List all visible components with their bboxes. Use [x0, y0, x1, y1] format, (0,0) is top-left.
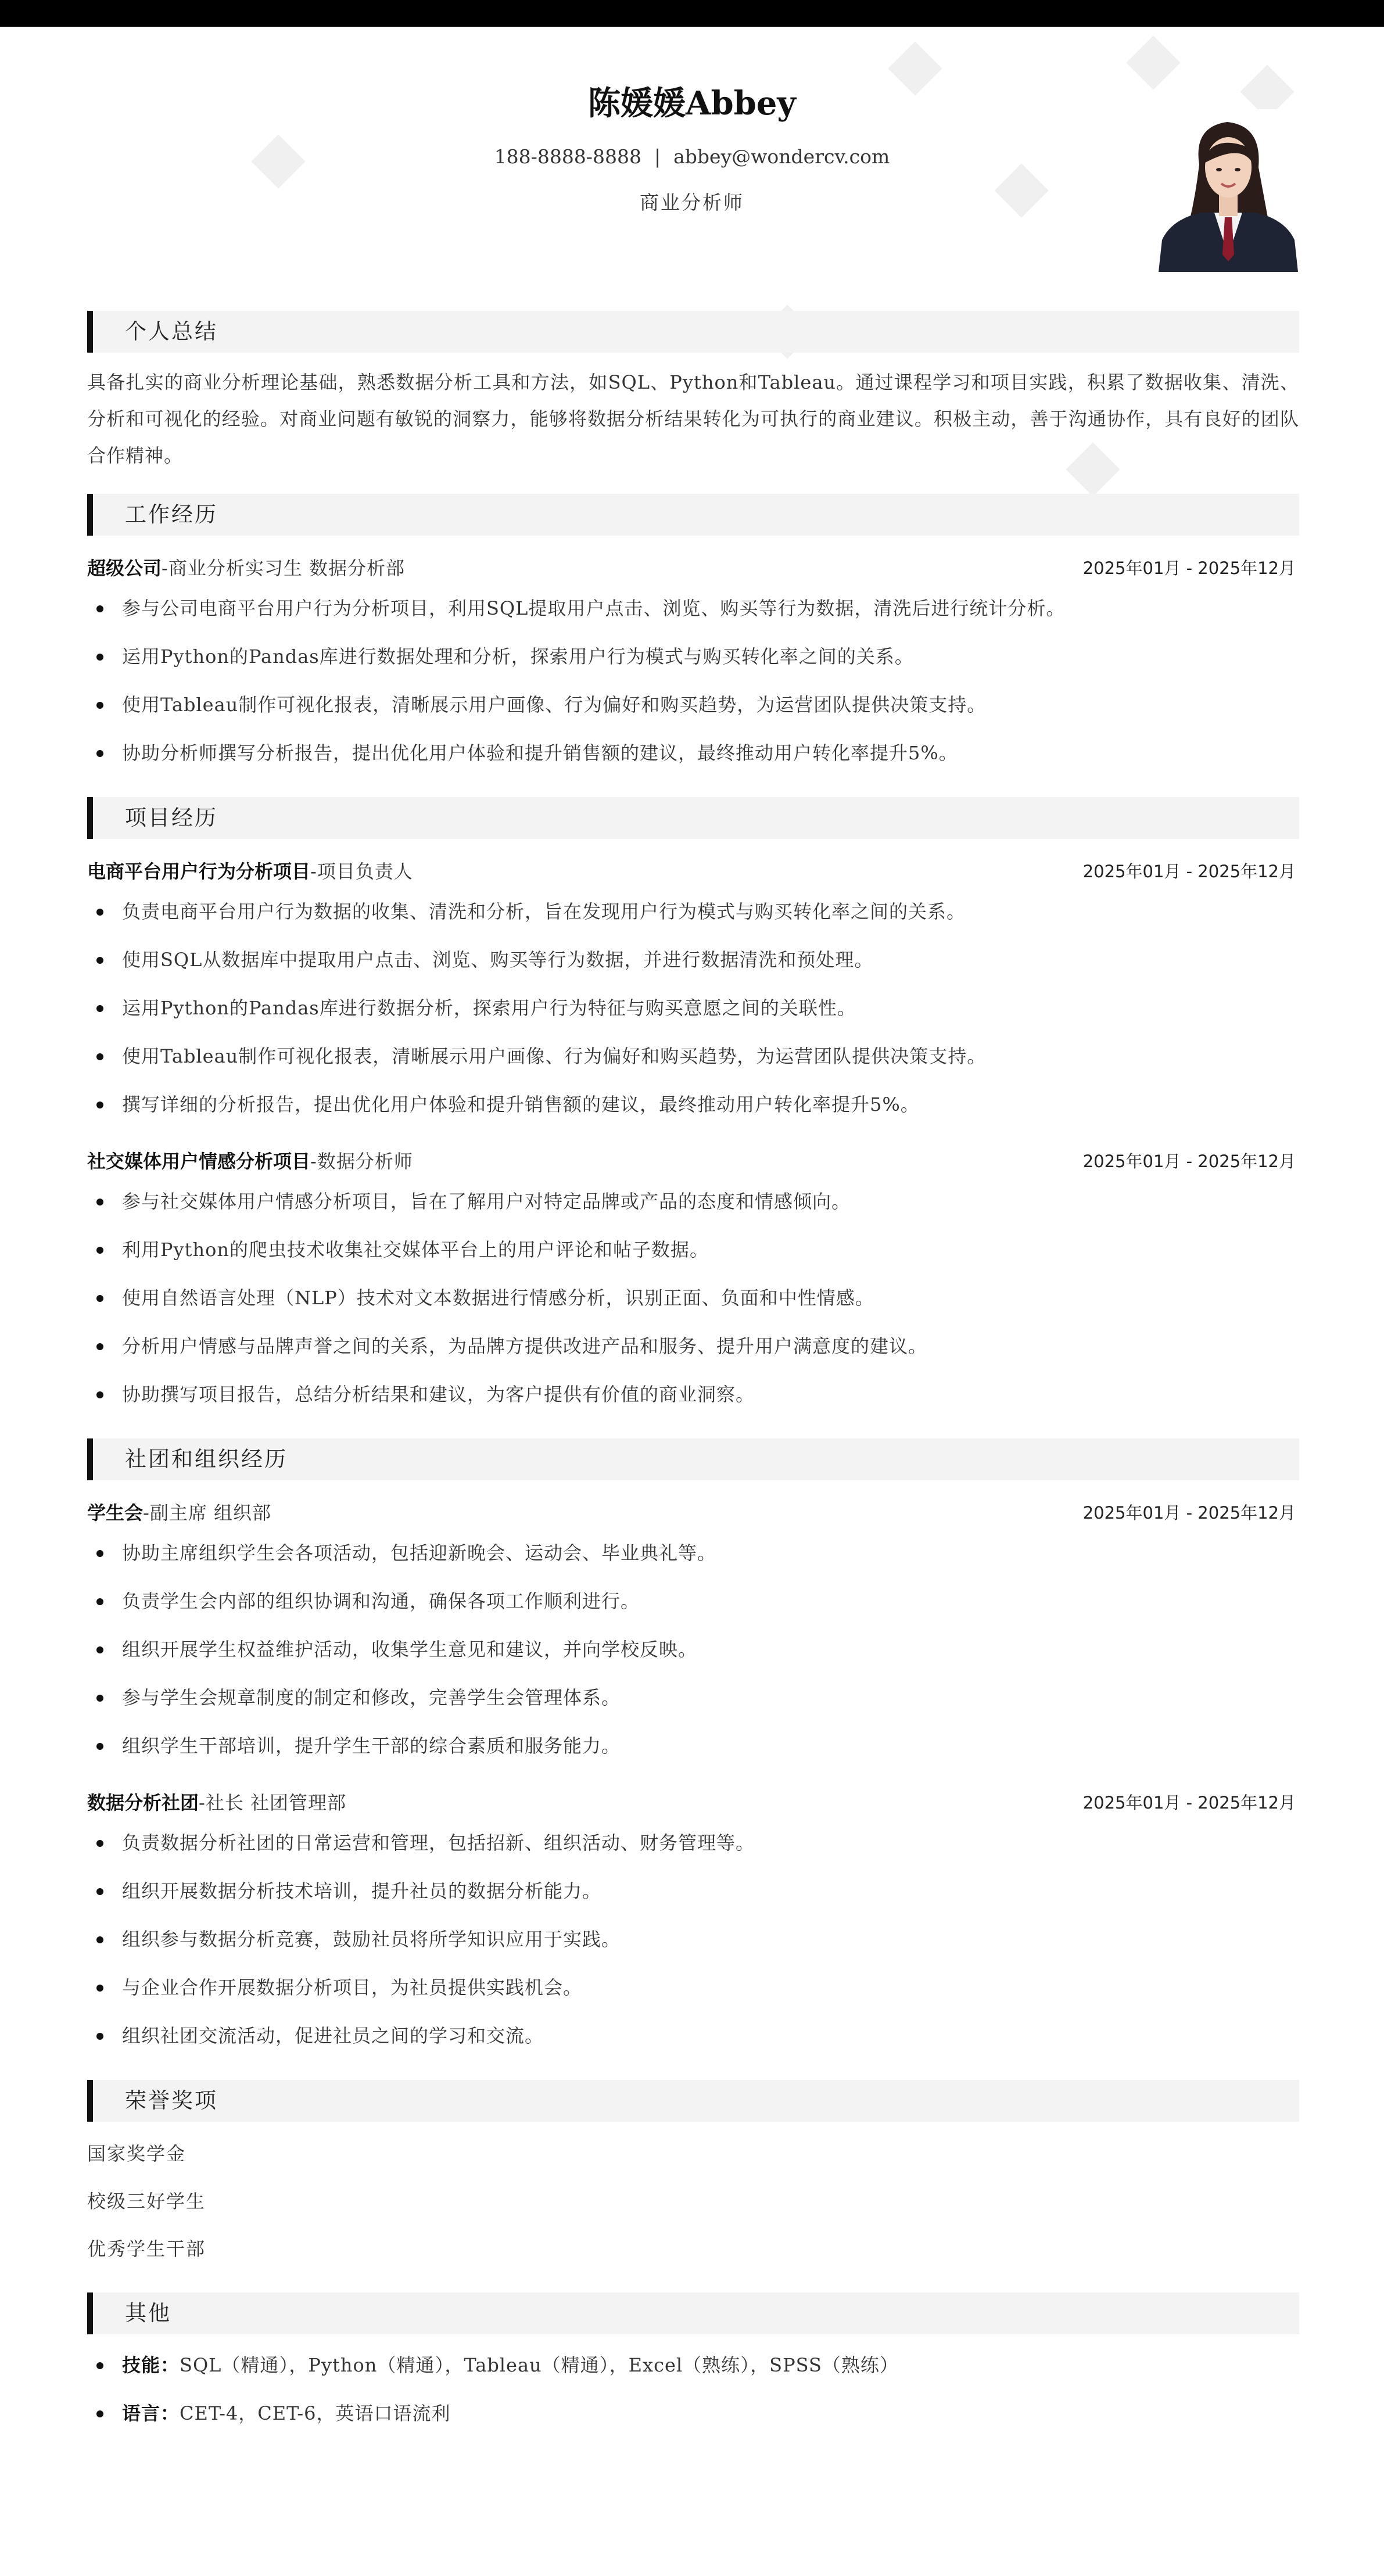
- bullet-item: 使用Tableau制作可视化报表，清晰展示用户画像、行为偏好和购买趋势，为运营团队提供决策支持。: [87, 681, 1299, 729]
- entry-date: 2025年01月 - 2025年12月: [1082, 1792, 1296, 1813]
- bullet-list: [87, 2341, 1299, 2438]
- honor-item: 优秀学生干部: [87, 2238, 206, 2260]
- clubs-section: [87, 1438, 1299, 2060]
- bullet-item: 协助主席组织学生会各项活动，包括迎新晚会、运动会、毕业典礼等。: [87, 1529, 1299, 1577]
- email-address: abbey@wondercv.com: [673, 145, 890, 168]
- section-title-other: 其他: [87, 2292, 1299, 2334]
- skills-label: 技能：: [122, 2354, 180, 2376]
- bullet-item: 利用Python的爬虫技术收集社交媒体平台上的用户评论和帖子数据。: [87, 1226, 1299, 1274]
- bullet-item: 协助分析师撰写分析报告，提出优化用户体验和提升销售额的建议，最终推动用户转化率提升5%。: [87, 729, 1299, 777]
- language-item: [87, 2390, 1299, 2438]
- entry-date: 2025年01月 - 2025年12月: [1082, 1502, 1296, 1523]
- entry-header: [87, 1143, 1299, 1178]
- top-bar: [0, 0, 1384, 27]
- language-label: 语言：: [122, 2402, 180, 2424]
- entry-header: [87, 853, 1299, 888]
- section-title-work: 工作经历: [87, 494, 1299, 536]
- profile-photo: [1159, 109, 1298, 272]
- bullet-item: 运用Python的Pandas库进行数据处理和分析，探索用户行为模式与购买转化率之间的关系。: [87, 633, 1299, 681]
- entry-header: [87, 1784, 1299, 1819]
- bullet-item: 分析用户情感与品牌声誉之间的关系，为品牌方提供改进产品和服务、提升用户满意度的建议。: [87, 1322, 1299, 1370]
- entry-role: -项目负责人: [310, 860, 413, 882]
- bullet-item: 组织参与数据分析竞赛，鼓励社员将所学知识应用于实践。: [87, 1915, 1299, 1964]
- entry-organization: 社交媒体用户情感分析项目: [87, 1150, 311, 1172]
- bullet-item: 组织开展数据分析技术培训，提升社员的数据分析能力。: [87, 1867, 1299, 1915]
- candidate-name: 陈媛媛Abbey: [588, 84, 796, 123]
- bullet-item: 运用Python的Pandas库进行数据分析，探索用户行为特征与购买意愿之间的关联性。: [87, 984, 1299, 1032]
- entry-role: -社长 社团管理部: [199, 1792, 347, 1814]
- skills-value: SQL（精通），Python（精通），Tableau（精通），Excel（熟练），SPSS（熟练）: [180, 2354, 899, 2376]
- bullet-item: 负责学生会内部的组织协调和沟通，确保各项工作顺利进行。: [87, 1577, 1299, 1626]
- honor-item: 国家奖学金: [87, 2143, 187, 2165]
- bullet-item: 负责电商平台用户行为数据的收集、清洗和分析，旨在发现用户行为模式与购买转化率之间的关系。: [87, 888, 1299, 936]
- bullet-item: 与企业合作开展数据分析项目，为社员提供实践机会。: [87, 1964, 1299, 2012]
- entry-date: 2025年01月 - 2025年12月: [1082, 558, 1296, 578]
- section-title-honors: 荣誉奖项: [87, 2080, 1299, 2122]
- bullet-item: 使用自然语言处理（NLP）技术对文本数据进行情感分析，识别正面、负面和中性情感。: [87, 1274, 1299, 1322]
- skills-item: [87, 2341, 1299, 2390]
- entry-role: -商业分析实习生 数据分析部: [162, 557, 406, 579]
- job-title: 商业分析师: [640, 191, 744, 214]
- bullet-list: [87, 1529, 1299, 1770]
- phone-number: 188-8888-8888: [494, 145, 641, 168]
- entry-header: [87, 550, 1299, 584]
- summary-text: 具备扎实的商业分析理论基础，熟悉数据分析工具和方法，如SQL、Python和Tableau。通过课程学习和项目实践，积累了数据收集、清洗、分析和可视化的经验。对商业问题有敏锐的洞察力，能够将数据分析结果转化为可执行的商业建议。积极主动，善于沟通协作，具有良好的团队合作精神。: [87, 371, 1299, 467]
- decor-diamond: [1126, 35, 1180, 89]
- bullet-list: [87, 1178, 1299, 1419]
- bullet-item: 撰写详细的分析报告，提出优化用户体验和提升销售额的建议，最终推动用户转化率提升5%。: [87, 1081, 1299, 1129]
- entry-date: 2025年01月 - 2025年12月: [1082, 1151, 1296, 1171]
- entry-organization: 数据分析社团: [87, 1792, 199, 1814]
- entry-organization: 超级公司: [87, 557, 162, 579]
- work-section: [87, 494, 1299, 777]
- bullet-list: [87, 1819, 1299, 2060]
- language-value: CET-4，CET-6，英语口语流利: [180, 2402, 451, 2424]
- bullet-item: 使用SQL从数据库中提取用户点击、浏览、购买等行为数据，并进行数据清洗和预处理。: [87, 936, 1299, 984]
- entry-role: -副主席 组织部: [143, 1502, 272, 1524]
- bullet-item: 参与学生会规章制度的制定和修改，完善学生会管理体系。: [87, 1674, 1299, 1722]
- entry-header: [87, 1494, 1299, 1529]
- bullet-item: 负责数据分析社团的日常运营和管理，包括招新、组织活动、财务管理等。: [87, 1819, 1299, 1867]
- section-title-summary: 个人总结: [87, 311, 1299, 353]
- contact-separator: |: [654, 145, 661, 168]
- summary-section: [87, 311, 1299, 474]
- bullet-item: 组织学生干部培训，提升学生干部的综合素质和服务能力。: [87, 1722, 1299, 1770]
- entry-organization: 电商平台用户行为分析项目: [87, 860, 311, 882]
- resume-body: [87, 311, 1299, 2457]
- entry-organization: 学生会: [87, 1502, 144, 1524]
- bullet-item: 协助撰写项目报告，总结分析结果和建议，为客户提供有价值的商业洞察。: [87, 1370, 1299, 1419]
- other-section: [87, 2292, 1299, 2438]
- section-title-clubs: 社团和组织经历: [87, 1438, 1299, 1480]
- bullet-list: [87, 584, 1299, 777]
- bullet-item: 组织开展学生权益维护活动，收集学生意见和建议，并向学校反映。: [87, 1626, 1299, 1674]
- entry-role: -数据分析师: [310, 1150, 413, 1172]
- section-title-projects: 项目经历: [87, 797, 1299, 839]
- profile-photo-illustration: [1159, 109, 1298, 272]
- bullet-list: [87, 888, 1299, 1129]
- bullet-item: 组织社团交流活动，促进社员之间的学习和交流。: [87, 2012, 1299, 2060]
- honor-item: 校级三好学生: [87, 2190, 206, 2212]
- projects-section: [87, 797, 1299, 1419]
- honors-section: [87, 2080, 1299, 2273]
- entry-date: 2025年01月 - 2025年12月: [1082, 861, 1296, 881]
- bullet-item: 使用Tableau制作可视化报表，清晰展示用户画像、行为偏好和购买趋势，为运营团队提供决策支持。: [87, 1032, 1299, 1081]
- bullet-item: 参与公司电商平台用户行为分析项目，利用SQL提取用户点击、浏览、购买等行为数据，清洗后进行统计分析。: [87, 584, 1299, 633]
- bullet-item: 参与社交媒体用户情感分析项目，旨在了解用户对特定品牌或产品的态度和情感倾向。: [87, 1178, 1299, 1226]
